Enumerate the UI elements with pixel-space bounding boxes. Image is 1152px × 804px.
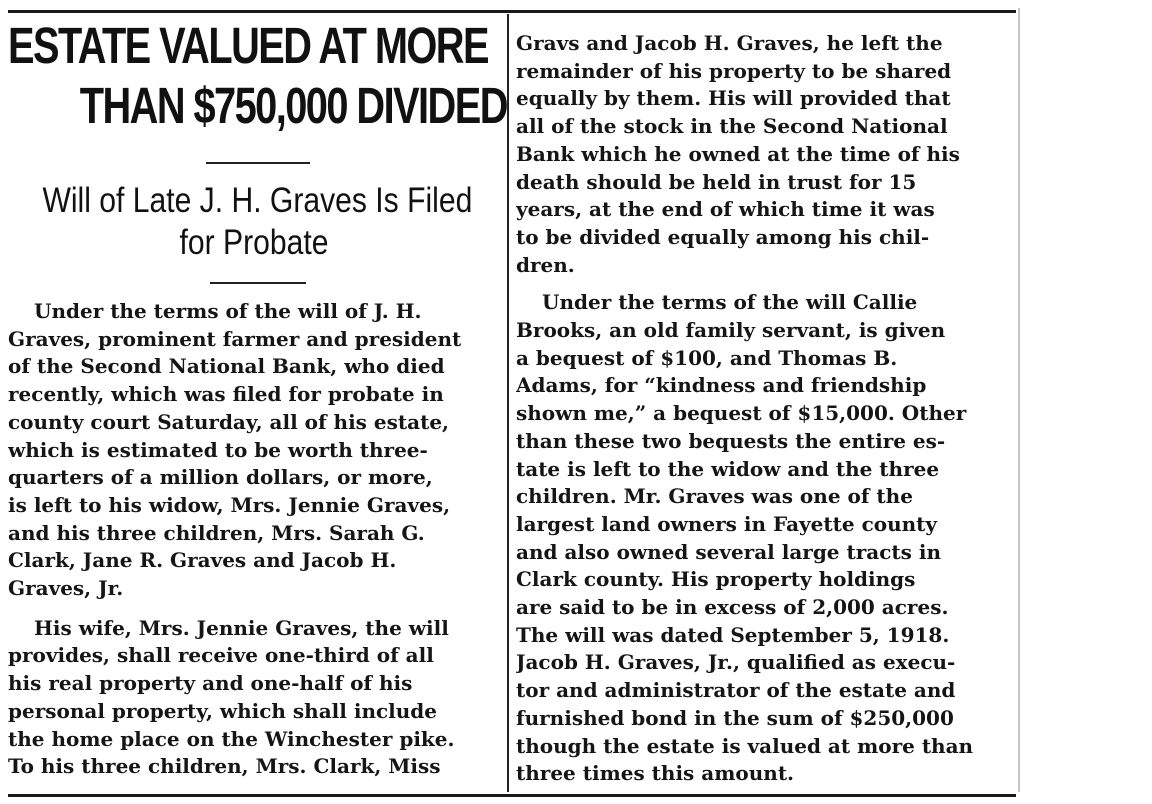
article-line: three times this amount. [516,761,795,786]
article-line: all of the stock in the Second National [516,114,948,139]
article-line: children. Mr. Graves was one of the [516,484,913,509]
left-column [8,16,507,781]
article-paragraph [516,30,1016,279]
article-line: His wife, Mrs. Jennie Graves, the will [34,615,449,640]
article-line: Under the terms of the will of J. H. [34,299,422,323]
article-line: Graves, Jr. [8,576,124,601]
subheadline-line-2: for Probate [179,223,329,262]
article-line: Adams, for “kindness and friendship [516,373,927,398]
article-line: tate is left to the widow and the three [516,456,940,481]
article-line: years, at the end of which time it was [516,197,935,222]
article-line: a bequest of $100, and Thomas B. [516,345,898,370]
subheadline [42,180,473,264]
article-line: provides, shall receive one-third of all [8,643,434,668]
article-line: To his three children, Mrs. Clark, Miss [8,754,441,779]
right-edge-line [1018,8,1020,792]
article-line: his real property and one-half of his [8,671,413,696]
article-line: Gravs and Jacob H. Graves, he left the [516,31,943,55]
headline-divider [206,162,310,164]
article-line: tor and administrator of the estate and [516,678,956,703]
article-line: recently, which was filed for probate in [8,382,444,407]
bottom-rule [8,794,1016,797]
right-body-text [516,30,1016,788]
article-line: is left to his widow, Mrs. Jennie Graves, [8,492,451,517]
headline [8,16,507,136]
article-line: county court Saturday, all of his estate, [8,409,450,434]
article-line: largest land owners in Fayette county [516,511,938,536]
article-line: dren. [516,252,575,277]
article-line: The will was dated September 5, 1918. [516,622,950,647]
article-line: Brooks, an old family servant, is given [516,318,946,343]
left-body-text [8,298,500,781]
column-divider [507,14,509,792]
article-line: equally by them. His will provided that [516,86,951,111]
article-paragraph [8,615,500,781]
article-line: personal property, which shall include [8,698,438,723]
article-line: Bank which he owned at the time of his [516,141,960,166]
subheadline-divider [210,282,306,284]
article-line: and his three children, Mrs. Sarah G. [8,520,425,545]
headline-line-1: ESTATE VALUED AT MORE [8,17,488,74]
article-line: death should be held in trust for 15 [516,169,917,194]
article-line: the home place on the Winchester pike. [8,726,455,751]
top-rule [8,10,1016,13]
article-line: Clark county. His property holdings [516,567,916,592]
article-line: which is estimated to be worth three- [8,437,428,462]
article-line: quarters of a million dollars, or more, [8,465,433,490]
article-paragraph [8,298,500,603]
article-line: to be divided equally among his chil- [516,224,930,249]
article-line: Jacob H. Graves, Jr., qualified as execu- [516,650,956,675]
article-line: of the Second National Bank, who died [8,354,445,379]
right-column [516,30,1016,788]
article-line: though the estate is valued at more than [516,733,974,758]
article-line: than these two bequests the entire es- [516,428,946,453]
headline-line-2: THAN $750,000 DIVIDED [79,77,507,134]
article-line: furnished bond in the sum of $250,000 [516,705,954,730]
article-line: remainder of his property to be shared [516,58,952,83]
subheadline-line-1: Will of Late J. H. Graves Is Filed [42,181,473,220]
article-line: Under the terms of the will Callie [542,290,918,315]
article-line: Graves, prominent farmer and president [8,326,462,351]
article-line: are said to be in excess of 2,000 acres. [516,595,949,620]
article-line: and also owned several large tracts in [516,539,941,564]
article-line: shown me,” a bequest of $15,000. Other [516,401,967,426]
article-line: Clark, Jane R. Graves and Jacob H. [8,548,397,573]
article-paragraph [516,289,1016,788]
